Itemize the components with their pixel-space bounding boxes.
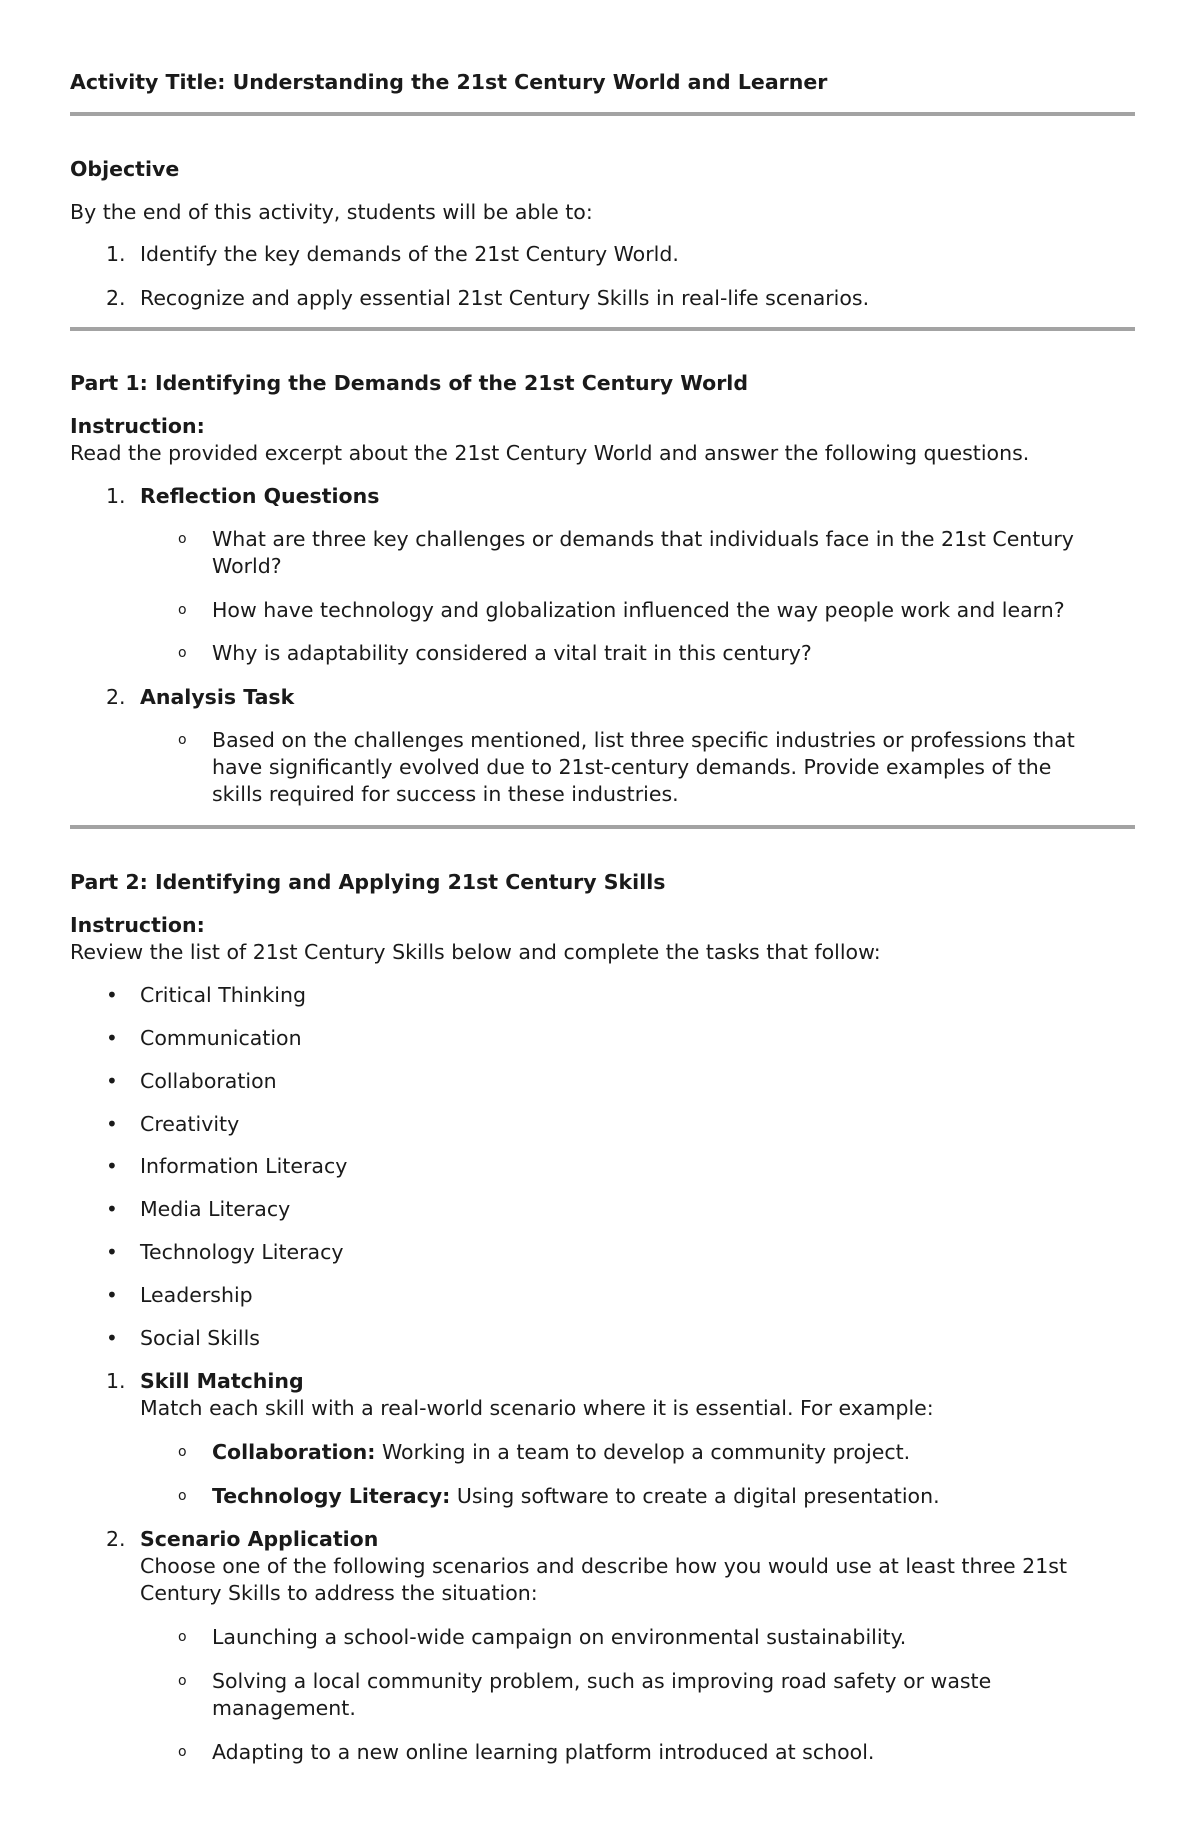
scenario-option-1: Launching a school-wide campaign on environmental sustainability. <box>212 1625 907 1649</box>
part1-instruction-label: Instruction: <box>70 414 205 438</box>
circle-bullet-icon: o <box>178 531 187 547</box>
reflection-question-2: How have technology and globalization influenced the way people work and learn? <box>212 598 1065 622</box>
list-number: 2. <box>106 1527 126 1551</box>
skill-item: Technology Literacy <box>140 1240 344 1264</box>
part2-heading: Part 2: Identifying and Applying 21st Century Skills <box>70 870 666 894</box>
list-number: 2. <box>106 286 126 310</box>
activity-title: Activity Title: Understanding the 21st Century World and Learner <box>70 70 828 94</box>
skill-example-1 <box>212 1439 910 1466</box>
analysis-text-2: have significantly evolved due to 21st-century demands. Provide examples of the <box>212 755 1052 779</box>
circle-bullet-icon: o <box>178 1744 187 1760</box>
analysis-text-3: skills required for success in these industries. <box>212 782 679 806</box>
list-number: 1. <box>106 1369 126 1393</box>
skill-item: Critical Thinking <box>140 983 306 1007</box>
circle-bullet-icon: o <box>178 732 187 748</box>
skill-example-label: Collaboration: <box>212 1440 376 1464</box>
bullet-icon: • <box>106 1326 118 1350</box>
bullet-icon: • <box>106 1240 118 1264</box>
part2-instruction-label: Instruction: <box>70 913 205 937</box>
analysis-text-1: Based on the challenges mentioned, list three specific industries or professions that <box>212 728 1075 752</box>
circle-bullet-icon: o <box>178 1444 187 1460</box>
objective-item-1: Identify the key demands of the 21st Century World. <box>140 242 679 266</box>
reflection-question-1: What are three key challenges or demands that individuals face in the 21st Century <box>212 527 1074 551</box>
bullet-icon: • <box>106 1069 118 1093</box>
reflection-question-1-cont: World? <box>212 554 282 578</box>
objective-item-2: Recognize and apply essential 21st Century Skills in real-life scenarios. <box>140 286 870 310</box>
objective-intro: By the end of this activity, students will be able to: <box>70 200 593 224</box>
circle-bullet-icon: o <box>178 1629 187 1645</box>
analysis-label: Analysis Task <box>140 685 295 709</box>
part2-instruction-text: Review the list of 21st Century Skills below and complete the tasks that follow: <box>70 940 881 964</box>
skill-matching-text: Match each skill with a real-world scenario where it is essential. For example: <box>140 1396 934 1420</box>
list-number: 1. <box>106 242 126 266</box>
scenario-text-2: Century Skills to address the situation: <box>140 1581 538 1605</box>
circle-bullet-icon: o <box>178 602 187 618</box>
reflection-label: Reflection Questions <box>140 484 380 508</box>
divider <box>70 112 1135 116</box>
list-number: 2. <box>106 685 126 709</box>
scenario-option-3: Adapting to a new online learning platform introduced at school. <box>212 1740 875 1764</box>
skill-example-text: Working in a team to develop a community project. <box>381 1440 911 1464</box>
scenario-option-2-cont: management. <box>212 1696 356 1720</box>
skill-item: Information Literacy <box>140 1154 348 1178</box>
reflection-question-3: Why is adaptability considered a vital trait in this century? <box>212 641 812 665</box>
bullet-icon: • <box>106 1026 118 1050</box>
skill-item: Media Literacy <box>140 1197 291 1221</box>
part1-heading: Part 1: Identifying the Demands of the 21st Century World <box>70 371 749 395</box>
part1-instruction-text: Read the provided excerpt about the 21st Century World and answer the following questions. <box>70 441 1030 465</box>
circle-bullet-icon: o <box>178 645 187 661</box>
divider <box>70 327 1135 331</box>
divider <box>70 825 1135 829</box>
skill-example-2 <box>212 1483 940 1510</box>
skill-item: Social Skills <box>140 1326 260 1350</box>
bullet-icon: • <box>106 1112 118 1136</box>
skill-item: Communication <box>140 1026 302 1050</box>
list-number: 1. <box>106 484 126 508</box>
skill-item: Collaboration <box>140 1069 277 1093</box>
bullet-icon: • <box>106 1197 118 1221</box>
skill-matching-label: Skill Matching <box>140 1369 304 1393</box>
skill-item: Creativity <box>140 1112 240 1136</box>
skill-example-text: Using software to create a digital presentation. <box>456 1484 940 1508</box>
scenario-option-2: Solving a local community problem, such as improving road safety or waste <box>212 1669 992 1693</box>
bullet-icon: • <box>106 1154 118 1178</box>
circle-bullet-icon: o <box>178 1673 187 1689</box>
scenario-label: Scenario Application <box>140 1527 379 1551</box>
circle-bullet-icon: o <box>178 1488 187 1504</box>
bullet-icon: • <box>106 983 118 1007</box>
scenario-text-1: Choose one of the following scenarios and describe how you would use at least three 21st <box>140 1554 1067 1578</box>
bullet-icon: • <box>106 1283 118 1307</box>
skill-example-label: Technology Literacy: <box>212 1484 451 1508</box>
objective-heading: Objective <box>70 157 180 181</box>
skill-item: Leadership <box>140 1283 253 1307</box>
